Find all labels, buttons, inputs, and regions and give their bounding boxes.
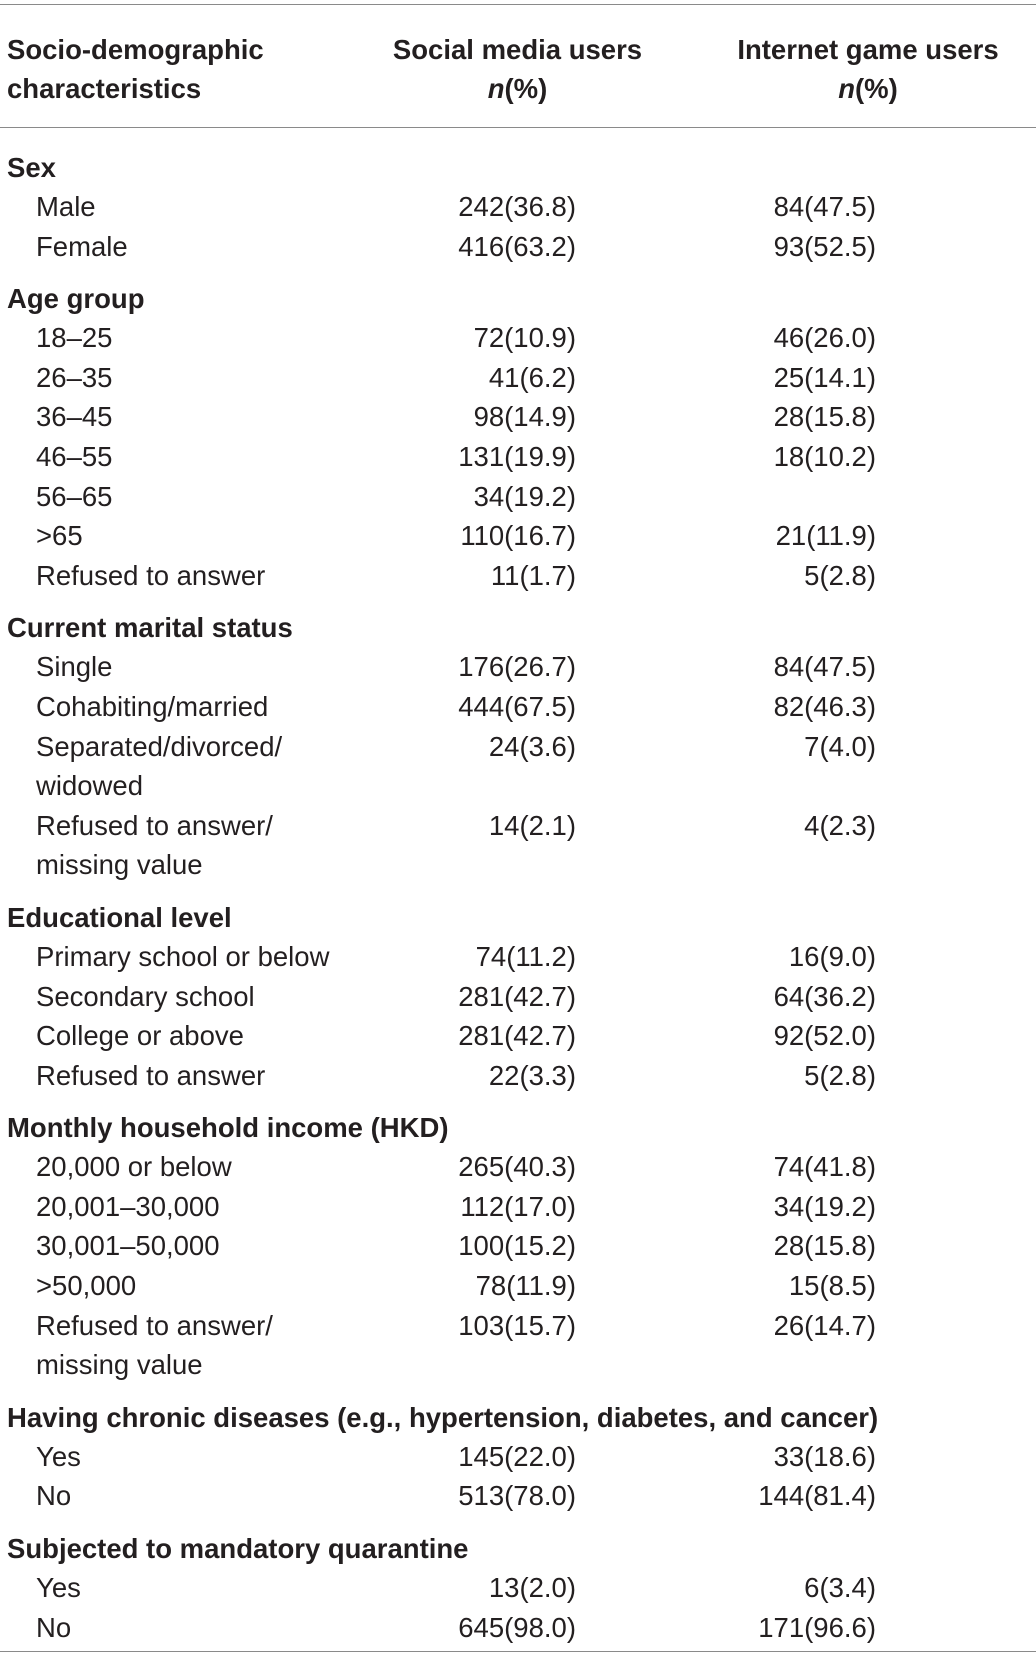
social-media-value: 34(19.2): [473, 480, 576, 512]
column-header-social-media-title: Social media users: [392, 34, 643, 65]
row-label-line: 26–35: [36, 361, 113, 393]
row-label: [0, 1476, 376, 1516]
social-media-value: 74(11.2): [475, 940, 576, 972]
row-label: [0, 806, 376, 885]
internet-game-value: 46(26.0): [773, 322, 876, 354]
internet-game-value: 28(15.8): [773, 1230, 876, 1262]
group-heading: Educational level: [7, 901, 232, 933]
social-media-value: 444(67.5): [458, 690, 576, 722]
social-media-value: 281(42.7): [458, 1020, 576, 1052]
social-media-value: 112(17.0): [460, 1190, 576, 1222]
column-header-internet-game-n-percent: [700, 69, 1036, 108]
table-row: [0, 647, 1036, 687]
table-row: [0, 556, 1036, 596]
table-row: [0, 1437, 1036, 1477]
table-row: [0, 687, 1036, 727]
row-label-line: Secondary school: [36, 980, 255, 1012]
row-label: [0, 227, 376, 267]
social-media-value: 513(78.0): [458, 1480, 576, 1512]
row-label: [0, 1187, 376, 1227]
social-media-value: 22(3.3): [488, 1059, 576, 1091]
internet-game-value: 82(46.3): [773, 690, 876, 722]
table-row: [0, 187, 1036, 227]
row-label: [0, 647, 376, 687]
social-media-value: 176(26.7): [458, 651, 576, 683]
table-row: [0, 318, 1036, 358]
column-header-internet-game-title: Internet game users: [737, 34, 999, 65]
social-media-value: 645(98.0): [458, 1611, 576, 1643]
social-media-value: 281(42.7): [458, 980, 576, 1012]
row-label: [0, 516, 376, 556]
row-label-line: >50,000: [36, 1270, 137, 1302]
row-label: [0, 318, 376, 358]
row-label: [0, 397, 376, 437]
row-label: [0, 977, 376, 1017]
internet-game-value: 74(41.8): [773, 1151, 876, 1183]
internet-game-value: 64(36.2): [773, 980, 876, 1012]
social-media-value: 41(6.2): [488, 361, 576, 393]
column-header-social-media-users: [367, 30, 668, 108]
row-label: [0, 1568, 376, 1608]
row-label-line: Primary school or below: [36, 940, 330, 972]
group-heading: Current marital status: [7, 612, 293, 644]
internet-game-value: 5(2.8): [804, 559, 876, 591]
internet-game-value: 84(47.5): [773, 651, 876, 683]
group-heading: Age group: [7, 283, 145, 315]
row-label-line: Yes: [36, 1572, 81, 1604]
internet-game-value: 21(11.9): [775, 520, 876, 552]
row-label-line: No: [36, 1480, 72, 1512]
row-label: [0, 1608, 376, 1648]
row-label: [0, 687, 376, 727]
row-label-line: 46–55: [36, 440, 113, 472]
internet-game-value: 34(19.2): [773, 1190, 876, 1222]
column-header-internet-game-users: [700, 30, 1036, 108]
social-media-value: 78(11.9): [475, 1270, 576, 1302]
table-row: [0, 1568, 1036, 1608]
internet-game-value: 4(2.3): [804, 809, 876, 841]
social-media-value: 11(1.7): [490, 559, 576, 591]
row-label-line: No: [36, 1611, 72, 1643]
table-row: [0, 1187, 1036, 1227]
row-label-line: widowed: [36, 770, 144, 802]
row-label-line: 20,001–30,000: [36, 1190, 220, 1222]
row-label: [0, 358, 376, 398]
table-row: [0, 1306, 1036, 1385]
row-label: [0, 1306, 376, 1385]
row-label-line: Yes: [36, 1440, 81, 1472]
row-label: [0, 1147, 376, 1187]
row-label: [0, 937, 376, 977]
column-header-characteristics-line2: characteristics: [7, 73, 202, 104]
table-row: [0, 1147, 1036, 1187]
row-label-line: 18–25: [36, 322, 113, 354]
n-symbol: n: [838, 73, 856, 104]
percent-symbol: (%): [504, 73, 548, 104]
table-row: [0, 397, 1036, 437]
table-row: [0, 1266, 1036, 1306]
internet-game-value: 92(52.0): [773, 1020, 876, 1052]
social-media-value: 13(2.0): [488, 1572, 576, 1604]
table-row: [0, 227, 1036, 267]
social-media-value: 416(63.2): [458, 230, 576, 262]
row-label: [0, 1226, 376, 1266]
group-heading: Subjected to mandatory quarantine: [7, 1533, 469, 1565]
row-label-line: Refused to answer: [36, 559, 266, 591]
group-heading: Monthly household income (HKD): [7, 1112, 449, 1144]
n-symbol: n: [487, 73, 505, 104]
row-label-line: Single: [36, 651, 113, 683]
column-header-characteristics-line1: Socio-demographic: [7, 34, 264, 65]
header-rule: [0, 127, 1036, 128]
table-row: [0, 1226, 1036, 1266]
internet-game-value: 7(4.0): [804, 730, 876, 762]
table-row: [0, 437, 1036, 477]
row-label: [0, 187, 376, 227]
social-media-value: 100(15.2): [458, 1230, 576, 1262]
table-row: [0, 477, 1036, 517]
row-label-line: Separated/divorced/: [36, 730, 283, 762]
internet-game-value: 33(18.6): [773, 1440, 876, 1472]
group-heading: Having chronic diseases (e.g., hypertension, diabetes, and cancer): [7, 1401, 879, 1433]
row-label: [0, 1056, 376, 1096]
row-label-line: missing value: [36, 1349, 203, 1381]
column-header-social-media-n-percent: [367, 69, 668, 108]
internet-game-value: 16(9.0): [788, 940, 876, 972]
table-row: [0, 727, 1036, 806]
social-media-value: 103(15.7): [458, 1309, 576, 1341]
table-row: [0, 1056, 1036, 1096]
row-label-line: >65: [36, 520, 83, 552]
internet-game-value: 26(14.7): [773, 1309, 876, 1341]
group-heading: Sex: [7, 152, 56, 183]
social-media-value: 110(16.7): [460, 520, 576, 552]
table-row: [0, 806, 1036, 885]
table-top-rule: [0, 4, 1036, 5]
row-label: [0, 1437, 376, 1477]
internet-game-value: 28(15.8): [773, 401, 876, 433]
table-row: [0, 1608, 1036, 1648]
row-label: [0, 1266, 376, 1306]
internet-game-value: 5(2.8): [804, 1059, 876, 1091]
row-label-line: 36–45: [36, 401, 113, 433]
internet-game-value: 93(52.5): [773, 230, 876, 262]
social-media-value: 24(3.6): [488, 730, 576, 762]
social-media-value: 98(14.9): [473, 401, 576, 433]
row-label-line: Refused to answer/: [36, 1309, 273, 1341]
row-label-line: 56–65: [36, 480, 113, 512]
table-row: [0, 1476, 1036, 1516]
table-row: [0, 358, 1036, 398]
internet-game-value: 15(8.5): [788, 1270, 876, 1302]
table-body: [0, 148, 1036, 1647]
row-label-line: Female: [36, 230, 128, 262]
internet-game-value: 84(47.5): [773, 191, 876, 222]
social-media-value: 14(2.1): [488, 809, 576, 841]
internet-game-value: 171(96.6): [758, 1611, 876, 1643]
table-row: [0, 937, 1036, 977]
row-label: [0, 437, 376, 477]
social-media-value: 131(19.9): [458, 440, 576, 472]
row-label-line: Refused to answer: [36, 1059, 266, 1091]
social-media-value: 242(36.8): [458, 191, 576, 222]
social-media-value: 145(22.0): [458, 1440, 576, 1472]
row-label: [0, 477, 376, 517]
internet-game-value: 144(81.4): [758, 1480, 876, 1512]
table-row: [0, 977, 1036, 1017]
internet-game-value: 18(10.2): [773, 440, 876, 472]
table-bottom-rule: [0, 1651, 1036, 1652]
row-label-line: Male: [36, 191, 96, 222]
row-label-line: Cohabiting/married: [36, 690, 269, 722]
internet-game-value: 6(3.4): [804, 1572, 876, 1604]
internet-game-value: 25(14.1): [773, 361, 876, 393]
row-label-line: Refused to answer/: [36, 809, 273, 841]
row-label-line: 20,000 or below: [36, 1151, 232, 1183]
row-label-line: College or above: [36, 1020, 244, 1052]
row-label-line: missing value: [36, 849, 203, 881]
table-row: [0, 1016, 1036, 1056]
row-label-line: 30,001–50,000: [36, 1230, 220, 1262]
row-label: [0, 556, 376, 596]
row-label: [0, 727, 376, 806]
column-header-characteristics: [7, 30, 367, 108]
percent-symbol: (%): [855, 73, 898, 104]
social-media-value: 265(40.3): [458, 1151, 576, 1183]
table-row: [0, 516, 1036, 556]
row-label: [0, 1016, 376, 1056]
social-media-value: 72(10.9): [473, 322, 576, 354]
